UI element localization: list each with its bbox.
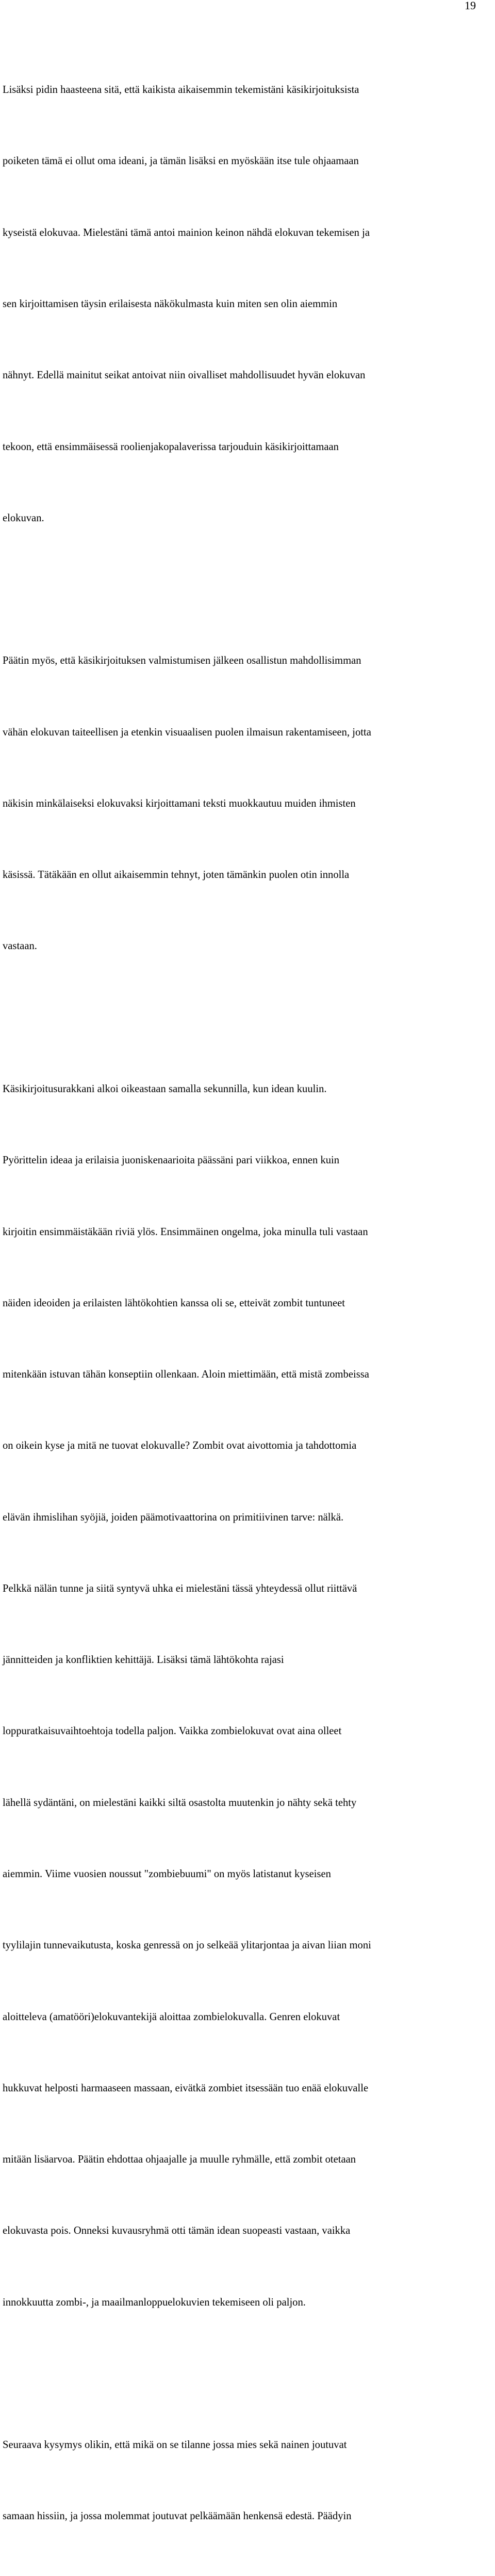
text-line: lähellä sydäntäni, on mielestäni kaikki siltä osastolta muutenkin jo nähty sekä tehty: [3, 1797, 357, 1809]
text-line: vähän elokuvan taiteellisen ja etenkin visuaalisen puolen ilmaisun rakentamiseen, jotta: [3, 726, 371, 738]
text-line: kyseistä elokuvaa. Mielestäni tämä antoi mainion keinon nähdä elokuvan tekemisen ja: [3, 227, 370, 238]
text-line: aloitteleva (amatööri)elokuvantekijä aloittaa zombielokuvalla. Genren elokuvat: [3, 2011, 340, 2023]
text-line: käsissä. Tätäkään en ollut aikaisemmin tehnyt, joten tämänkin puolen otin innolla: [3, 869, 350, 881]
paragraph-2: [3, 601, 492, 1006]
paragraph-1: [3, 30, 492, 578]
text-line: tyylilajin tunnevaikutusta, koska genressä on jo selkeää ylitarjontaa ja aivan liian moni: [3, 1940, 371, 1951]
text-line: aiemmin. Viime vuosien noussut "zombiebuumi" on myös latistanut kyseisen: [3, 1868, 331, 1880]
text-line: loppuratkaisuvaihtoehtoja todella paljon. Vaikka zombielokuvat ovat aina olleet: [3, 1725, 342, 1737]
text-line: näkisin minkälaiseksi elokuvaksi kirjoittamani teksti muokkautuu muiden ihmisten: [3, 797, 356, 809]
text-line: näiden ideoiden ja erilaisten lähtökohtien kanssa oli se, etteivät zombit tuntuneet: [3, 1297, 345, 1309]
text-line: innokkuutta zombi-, ja maailmanloppuelokuvien tekemiseen oli paljon.: [3, 2296, 306, 2308]
text-line: Lisäksi pidin haasteena sitä, että kaikista aikaisemmin tekemistäni käsikirjoituksista: [3, 84, 359, 96]
paragraph-4: [3, 2386, 492, 2576]
text-line: Pyörittelin ideaa ja erilaisia juoniskenaarioita päässäni pari viikkoa, ennen kuin: [3, 1155, 340, 1166]
text-line: on oikein kyse ja mitä ne tuovat elokuvalle? Zombit ovat aivottomia ja tahdottomia: [3, 1440, 357, 1452]
text-line: jännitteiden ja konfliktien kehittäjä. Lisäksi tämä lähtökohta rajasi: [3, 1654, 284, 1666]
text-line: Käsikirjoitusurakkani alkoi oikeastaan samalla sekunnilla, kun idean kuulin.: [3, 1083, 327, 1095]
text-line: Pelkkä nälän tunne ja siitä syntyvä uhka ei mielestäni tässä yhteydessä ollut riittävä: [3, 1582, 357, 1594]
text-line: elokuvasta pois. Onneksi kuvausryhmä otti tämän idean suopeasti vastaan, vaikka: [3, 2225, 351, 2237]
body-text: [3, 30, 492, 2576]
text-line: elokuvan.: [3, 512, 44, 524]
page-number: 19: [465, 0, 476, 12]
text-line: Seuraava kysymys olikin, että mikä on se tilanne jossa mies sekä nainen joutuvat: [3, 2439, 347, 2451]
text-line: kirjoitin ensimmäistäkään riviä ylös. Ensimmäinen ongelma, joka minulla tuli vastaan: [3, 1226, 368, 1238]
text-line: vastaan.: [3, 940, 37, 952]
text-line: hukkuvat helposti harmaaseen massaan, eivätkä zombiet itsessään tuo enää elokuvalle: [3, 2082, 369, 2094]
text-line: samaan hissiin, ja jossa molemmat joutuvat pelkäämään henkensä edestä. Päädyin: [3, 2510, 352, 2522]
text-line: tekoon, että ensimmäisessä roolienjakopalaverissa tarjouduin käsikirjoittamaan: [3, 441, 339, 453]
text-line: Päätin myös, että käsikirjoituksen valmistumisen jälkeen osallistun mahdollisimman: [3, 655, 361, 667]
paragraph-3: [3, 1030, 492, 2362]
text-line: poiketen tämä ei ollut oma ideani, ja tämän lisäksi en myöskään itse tule ohjaamaan: [3, 155, 359, 167]
text-line: elävän ihmislihan syöjiä, joiden päämotivaattorina on primitiivinen tarve: nälkä.: [3, 1511, 344, 1523]
text-line: sen kirjoittamisen täysin erilaisesta näkökulmasta kuin miten sen olin aiemmin: [3, 298, 338, 310]
text-line: nähnyt. Edellä mainitut seikat antoivat niin oivalliset mahdollisuudet hyvän elokuvan: [3, 370, 366, 381]
text-line: mitään lisäarvoa. Päätin ehdottaa ohjaajalle ja muulle ryhmälle, että zombit otetaan: [3, 2154, 356, 2166]
text-line: mitenkään istuvan tähän konseptiin ollenkaan. Aloin miettimään, että mistä zombeissa: [3, 1369, 369, 1381]
